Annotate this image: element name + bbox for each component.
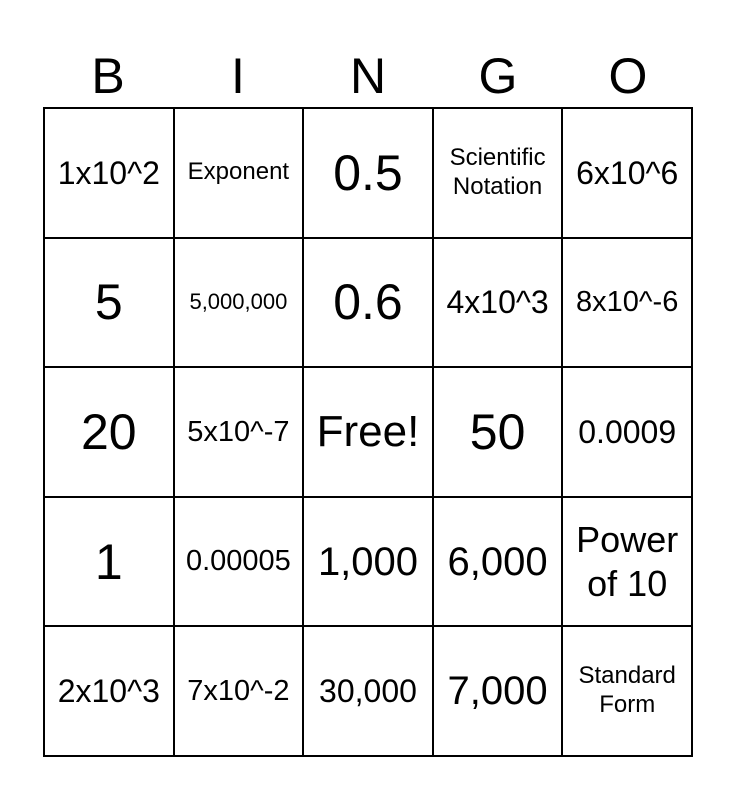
bingo-header (43, 44, 693, 108)
bingo-cell[interactable]: 5 (44, 238, 174, 368)
bingo-cell[interactable]: 0.6 (303, 238, 433, 368)
bingo-cell[interactable]: 20 (44, 367, 174, 497)
header-letter-g: G (478, 48, 518, 104)
bingo-cell[interactable]: Power of 10 (562, 497, 692, 627)
bingo-cell[interactable]: 2x10^3 (44, 626, 174, 756)
bingo-cell[interactable]: 0.00005 (174, 497, 304, 627)
bingo-cell[interactable]: 8x10^-6 (562, 238, 692, 368)
bingo-cell[interactable]: 1,000 (303, 497, 433, 627)
bingo-cell[interactable]: 6,000 (433, 497, 563, 627)
bingo-cell[interactable]: 4x10^3 (433, 238, 563, 368)
free-space-cell[interactable]: Free! (303, 367, 433, 497)
bingo-cell[interactable]: Scientific Notation (433, 108, 563, 238)
header-letter-i: I (231, 48, 245, 104)
bingo-cell[interactable]: 5x10^-7 (174, 367, 304, 497)
bingo-cell[interactable]: Exponent (174, 108, 304, 238)
bingo-cell[interactable]: 30,000 (303, 626, 433, 756)
bingo-cell[interactable]: 0.0009 (562, 367, 692, 497)
header-letter-o: O (608, 48, 648, 104)
bingo-cell[interactable]: 5,000,000 (174, 238, 304, 368)
bingo-cell[interactable]: 7x10^-2 (174, 626, 304, 756)
header-letter-b: B (91, 48, 125, 104)
header-letter-n: N (349, 48, 387, 104)
bingo-cell[interactable]: 7,000 (433, 626, 563, 756)
bingo-cell[interactable]: 0.5 (303, 108, 433, 238)
bingo-cell[interactable]: 1x10^2 (44, 108, 174, 238)
bingo-cell[interactable]: Standard Form (562, 626, 692, 756)
bingo-cell[interactable]: 50 (433, 367, 563, 497)
bingo-cell[interactable]: 1 (44, 497, 174, 627)
bingo-grid (43, 107, 693, 757)
bingo-cell[interactable]: 6x10^6 (562, 108, 692, 238)
